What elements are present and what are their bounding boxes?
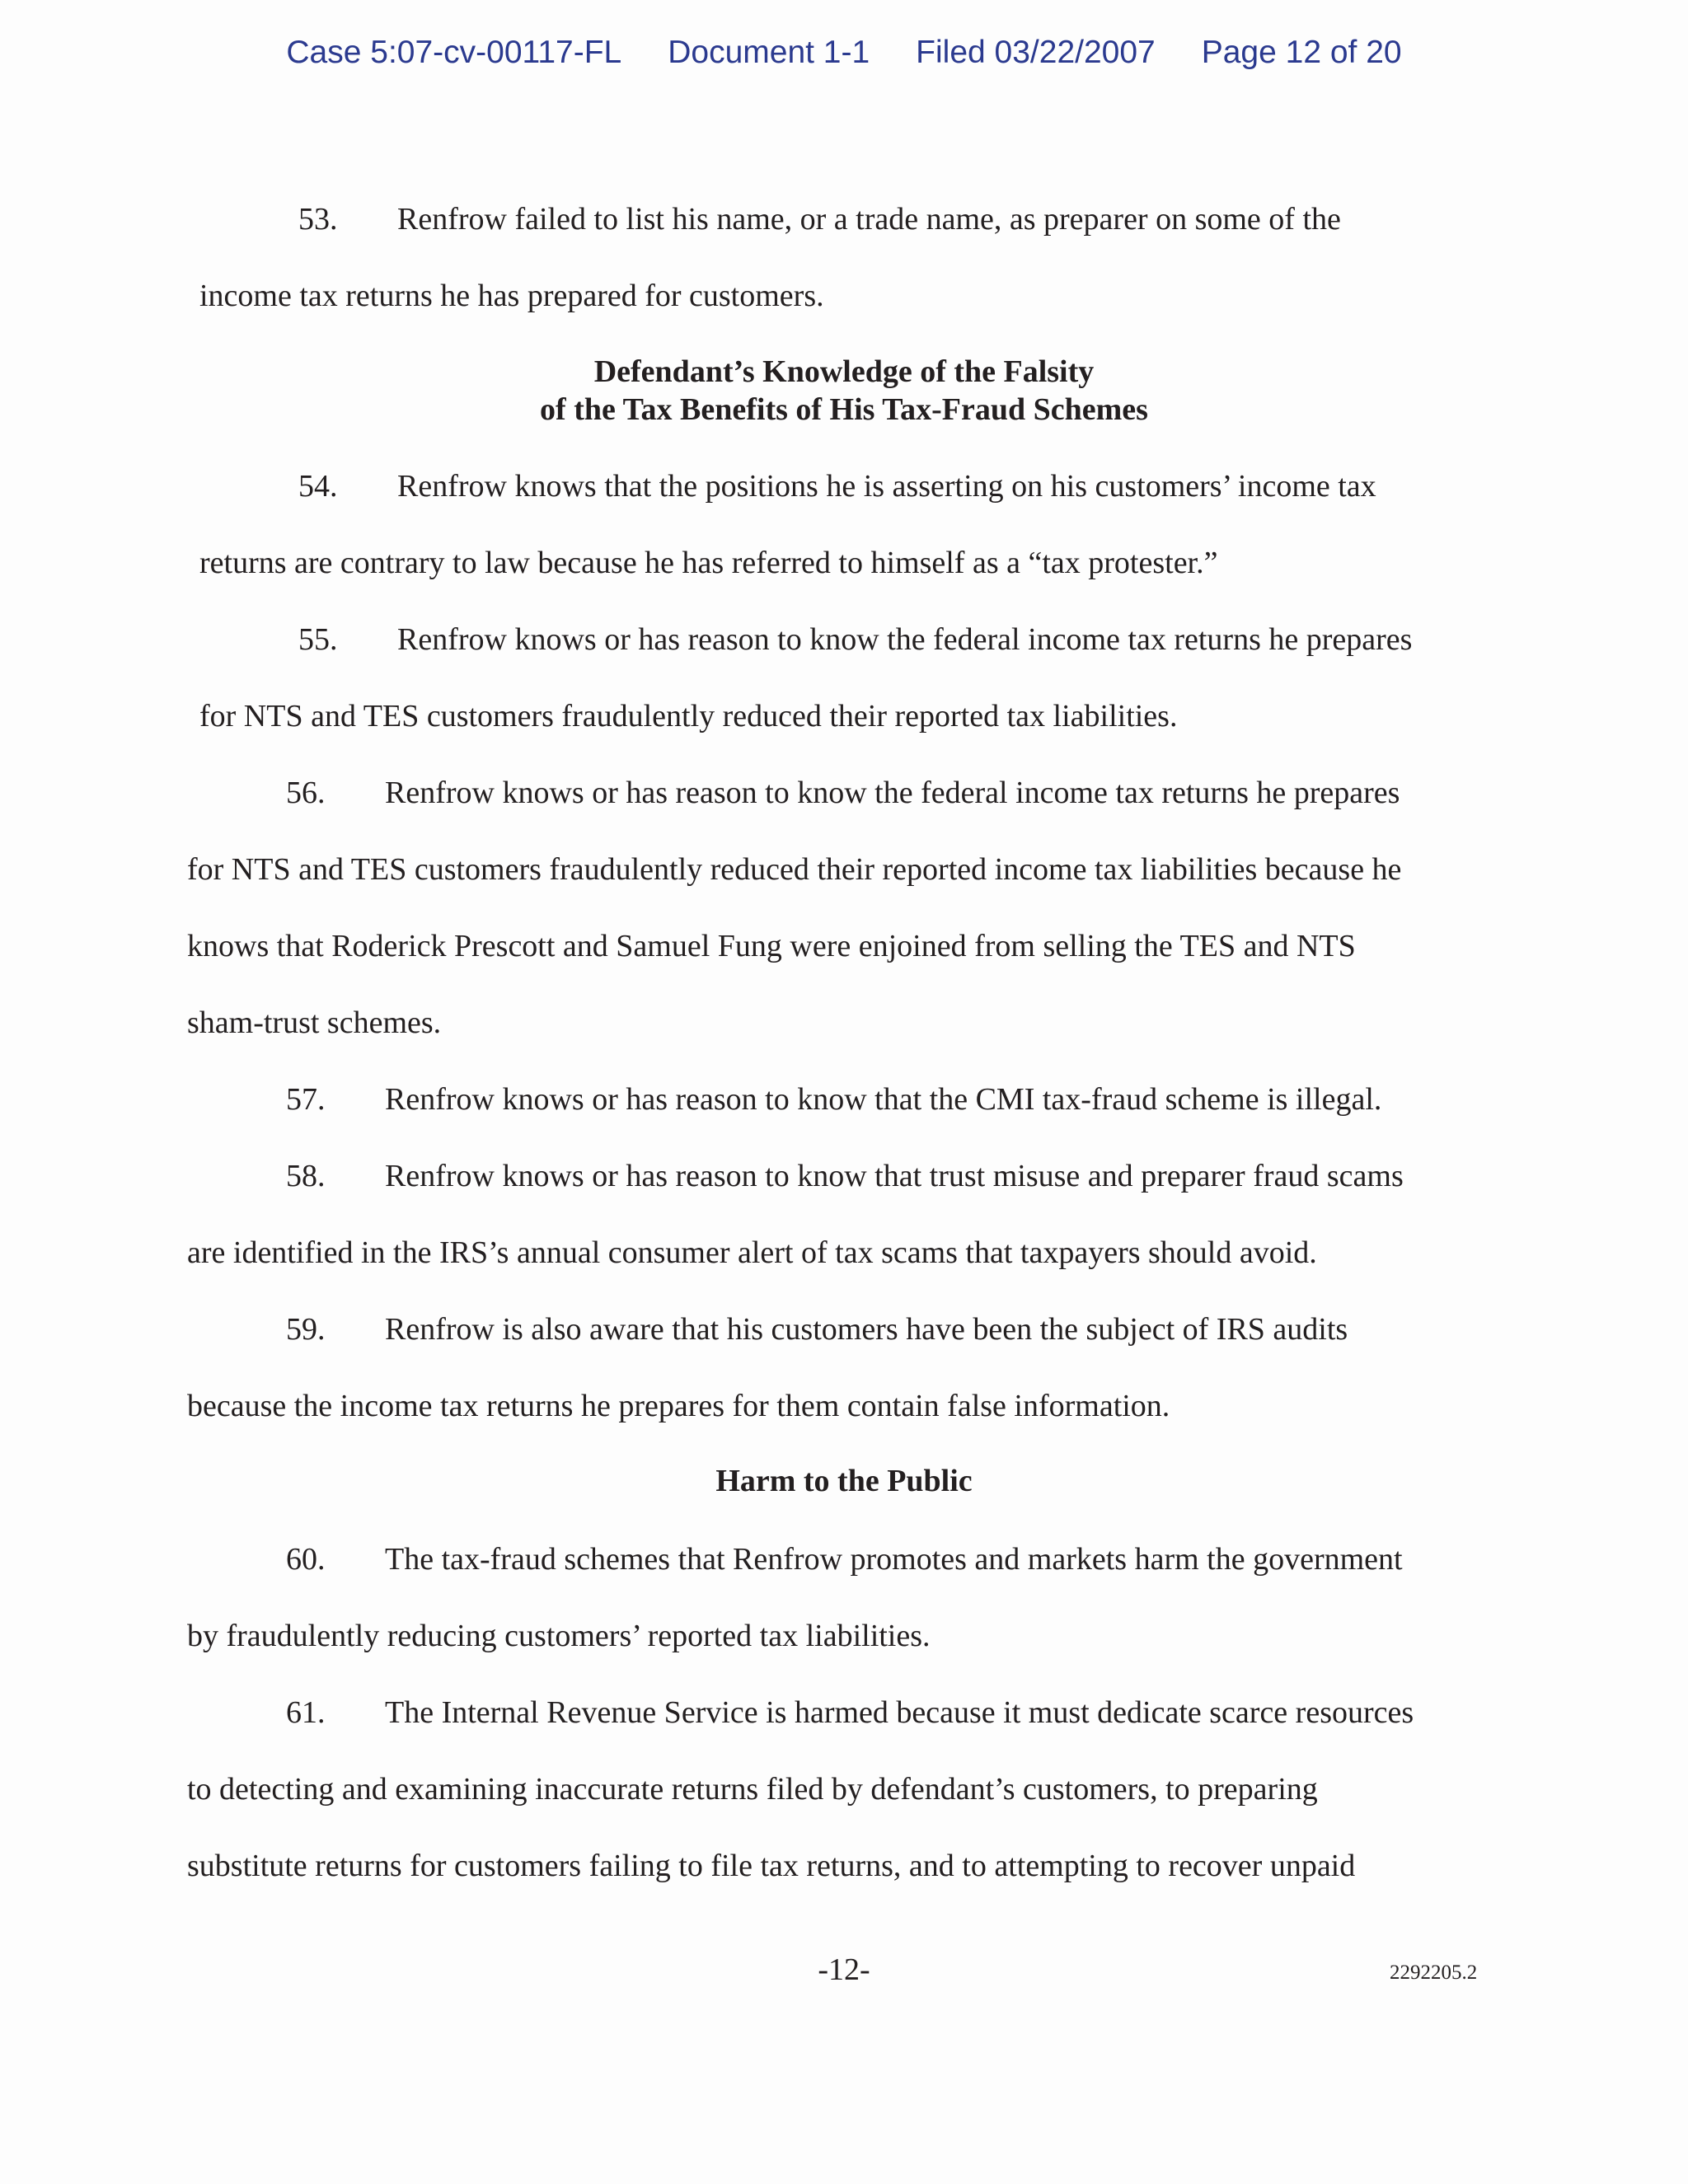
paragraph-60-line-1: The tax-fraud schemes that Renfrow promotes and markets harm the government [385,1542,1403,1577]
header-page-count: Page 12 of 20 [1201,35,1402,70]
paragraph-55-number: 55. [298,622,338,657]
paragraph-55-line-1: Renfrow knows or has reason to know the federal income tax returns he prepares [397,622,1413,657]
paragraph-61-line-1: The Internal Revenue Service is harmed because it must dedicate scarce resources [385,1695,1414,1730]
section-heading-knowledge-line-1: Defendant’s Knowledge of the Falsity [593,354,1095,389]
section-heading-knowledge-line-2: of the Tax Benefits of His Tax-Fraud Schemes [540,392,1148,427]
paragraph-59-number: 59. [286,1312,326,1347]
ecf-header [0,35,1688,71]
paragraph-59-line-2: because the income tax returns he prepares for them contain false information. [187,1389,1170,1423]
paragraph-60-line-2: by fraudulently reducing customers’ reported tax liabilities. [187,1619,931,1653]
paragraph-59-line-1: Renfrow is also aware that his customers have been the subject of IRS audits [385,1312,1348,1347]
paragraph-57-line-1: Renfrow knows or has reason to know that the CMI tax-fraud scheme is illegal. [385,1082,1382,1117]
header-document-number: Document 1-1 [668,35,870,70]
paragraph-54-number: 54. [298,469,338,504]
paragraph-61-number: 61. [286,1695,326,1730]
paragraph-53-number: 53. [298,202,338,237]
paragraph-56-line-1: Renfrow knows or has reason to know the federal income tax returns he prepares [385,776,1400,810]
paragraph-54-line-1: Renfrow knows that the positions he is asserting on his customers’ income tax [397,469,1376,504]
paragraph-56-number: 56. [286,776,326,810]
paragraph-58-line-2: are identified in the IRS’s annual consumer alert of tax scams that taxpayers should avoid. [187,1235,1317,1270]
paragraph-61-line-3: substitute returns for customers failing to file tax returns, and to attempting to recover unpaid [187,1849,1356,1883]
header-case-number: Case 5:07-cv-00117-FL [286,35,622,70]
paragraph-54-line-2: returns are contrary to law because he has referred to himself as a “tax protester.” [199,546,1218,580]
paragraph-58-number: 58. [286,1159,326,1193]
paragraph-57-number: 57. [286,1082,326,1117]
header-filed-date: Filed 03/22/2007 [916,35,1156,70]
paragraph-53-line-2: income tax returns he has prepared for customers. [199,279,824,313]
document-id: 2292205.2 [1390,1961,1478,1984]
section-heading-harm: Harm to the Public [715,1464,973,1498]
paragraph-58-line-1: Renfrow knows or has reason to know that trust misuse and preparer fraud scams [385,1159,1404,1193]
paragraph-55-line-2: for NTS and TES customers fraudulently reduced their reported tax liabilities. [199,699,1178,733]
page-number: -12- [818,1952,870,1987]
paragraph-56-line-2: for NTS and TES customers fraudulently reduced their reported income tax liabilities because he [187,852,1402,887]
paragraph-53-line-1: Renfrow failed to list his name, or a trade name, as preparer on some of the [397,202,1341,237]
paragraph-61-line-2: to detecting and examining inaccurate returns filed by defendant’s customers, to preparing [187,1772,1318,1807]
paragraph-56-line-4: sham-trust schemes. [187,1005,442,1040]
paragraph-56-line-3: knows that Roderick Prescott and Samuel Fung were enjoined from selling the TES and NTS [187,929,1356,963]
paragraph-60-number: 60. [286,1542,326,1577]
